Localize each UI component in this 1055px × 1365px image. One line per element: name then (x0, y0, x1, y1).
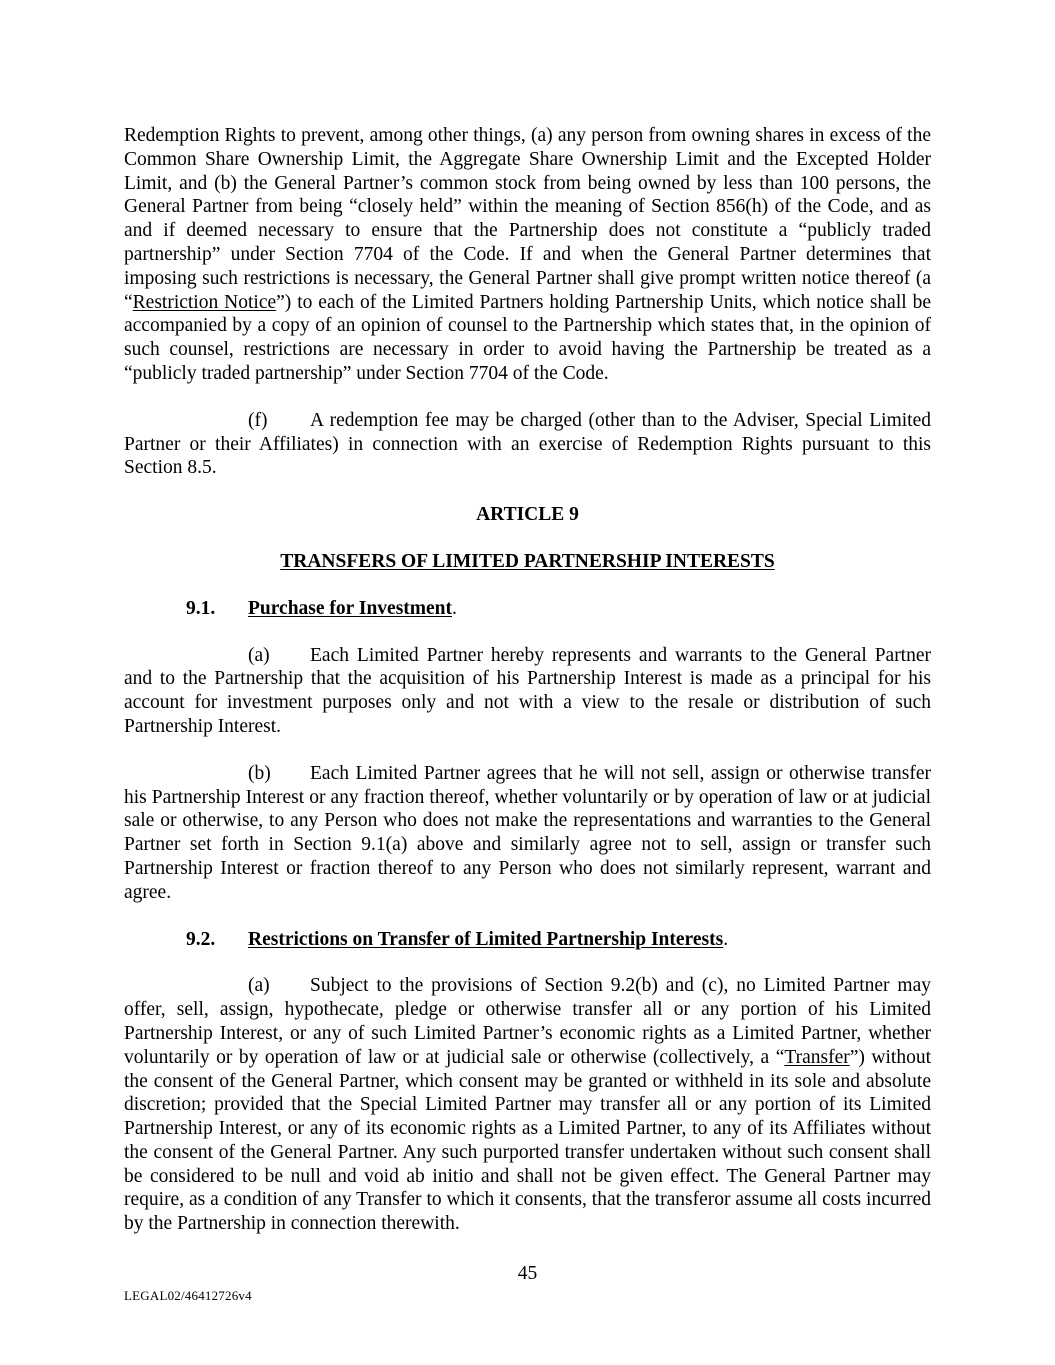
paragraph-f-text: A redemption fee may be charged (other than to the Adviser, Special Limited Partner or their Affiliates) in connection with an exercise of Redemption Rights pursuant to this Section 8.5. (124, 409, 931, 479)
section-9-2-a-text-after: ”) without the consent of the General Partner, which consent may be granted or withheld in its sole and absolute discretion; provided that the Special Limited Partner may transfer all or any portion of its Limited Partnership Interest, or any of its economic rights as a Limited Partner, to any of its Affiliates without the consent of the General Partner. Any such purported transfer undertaken without such consent shall be considered to be null and void ab initio and shall not be given effect. The General Partner may require, as a condition of any Transfer to which it consents, that the transferor assume all costs incurred by the Partnership in connection therewith. (124, 1046, 932, 1235)
section-9-1-paragraph-b (124, 762, 931, 905)
page-number: 45 (517, 1263, 538, 1284)
section-9-2-trailing: . (723, 928, 729, 950)
section-9-2-heading (124, 928, 931, 952)
section-9-1-paragraph-a (124, 644, 931, 739)
section-9-2-a-text-before: Subject to the provisions of Section 9.2(b) and (c), no Limited Partner may offer, sell, assign, hypothecate, pledge or otherwise transfer all or any portion of his Limited Partnership Interest, or any of such Limited Partner’s economic rights as a Limited Partner, whether voluntarily or by operation of law or at judicial sale or otherwise (collectively, a “ (124, 975, 931, 1068)
article-title-text: TRANSFERS OF LIMITED PARTNERSHIP INTERESTS (280, 550, 775, 572)
paragraph-f-label: (f) (248, 409, 268, 431)
restriction-notice-term: Restriction Notice (132, 291, 277, 313)
paragraph-f (124, 409, 931, 480)
section-9-1-heading (124, 597, 931, 621)
section-9-1-a-text: Each Limited Partner hereby represents and warrants to the General Partner and to the Partnership that the acquisition of his Partnership Interest is made as a principal for his account for investment purposes only and not with a view to the resale or distribution of such Partnership Interest. (124, 644, 931, 737)
section-9-1-b-text: Each Limited Partner agrees that he will not sell, assign or otherwise transfer his Partnership Interest or any fraction thereof, whether voluntarily or by operation of law or at judicial sale or otherwise, to any Person who does not make the representations and warranties to the General Partner set forth in Section 9.1(a) above and similarly agree not to sell, assign or transfer such Partnership Interest or fraction thereof to any Person who does not similarly represent, warrant and agree. (124, 762, 931, 903)
opening-text-before: Redemption Rights to prevent, among other things, (a) any person from owning shares in excess of the Common Share Ownership Limit, the Aggregate Share Ownership Limit and the Excepted Holder Limit, and (b) the General Partner’s common stock from being owned by less than 100 persons, the General Partner from being “closely held” within the meaning of Section 856(h) of the Code, and as and if deemed necessary to ensure that the Partnership does not constitute a “publicly traded partnership” under Section 7704 of the Code. If and when the General Partner determines that imposing such restrictions is necessary, the General Partner shall give prompt written notice thereof (a “ (124, 125, 931, 313)
document-page (124, 124, 931, 1236)
section-9-1-b-label: (b) (248, 762, 271, 784)
opening-paragraph (124, 124, 931, 386)
section-9-1-trailing: . (452, 597, 457, 619)
opening-text-after: ”) to each of the Limited Partners holding Partnership Units, which notice shall be accompanied by a copy of an opinion of counsel to the Partnership which states that, in the opinion of such counsel, restrictions are necessary in order to avoid having the Partnership be treated as a “publicly traded partnership” under Section 7704 of the Code. (124, 291, 931, 384)
transfer-term: Transfer (784, 1046, 850, 1068)
article-title (124, 550, 931, 574)
document-id: LEGAL02/46412726v4 (124, 1288, 252, 1303)
section-9-1-number: 9.1. (186, 597, 216, 619)
section-9-1-title: Purchase for Investment (248, 597, 453, 619)
article-number: ARTICLE 9 (476, 504, 579, 526)
section-9-2-a-label: (a) (248, 975, 270, 997)
section-9-2-title: Restrictions on Transfer of Limited Partnership Interests (248, 928, 724, 950)
section-9-1-a-label: (a) (248, 644, 270, 666)
section-9-2-paragraph-a (124, 974, 931, 1236)
section-9-2-number: 9.2. (186, 928, 216, 950)
